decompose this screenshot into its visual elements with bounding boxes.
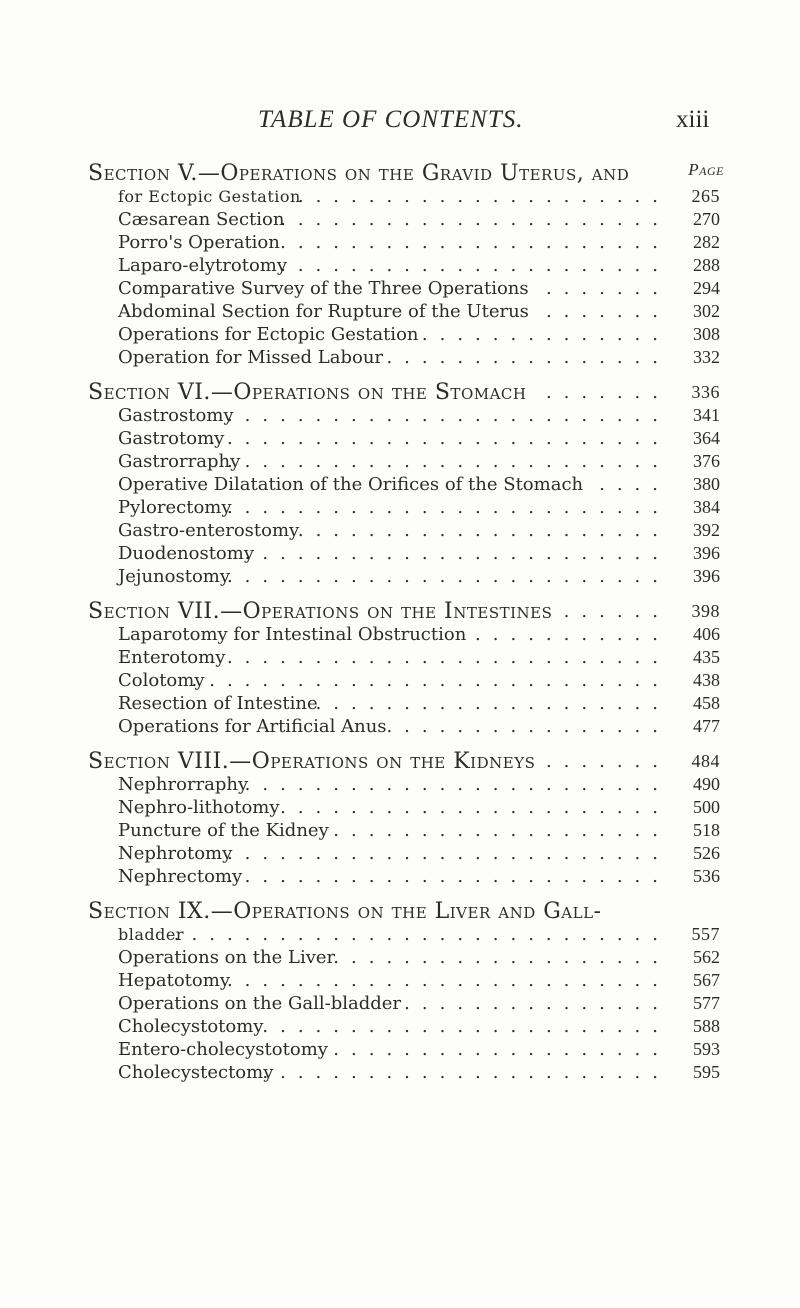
dot-leader: .......................... [209,647,670,668]
dot-leader: .................... [315,693,670,714]
page-number: 526 [693,843,720,863]
toc-section [88,600,718,738]
entry-title: Enterotomy [118,647,226,668]
dot-leader: ....... [545,751,670,772]
toc-entry [88,231,718,254]
entry-title: Colotomy [118,670,205,691]
dot-leader: ......................... [226,497,670,518]
dot-leader: ...................... [280,797,670,818]
section-title: Section VII.—Operations on the Intestines [88,599,553,624]
page-number: 396 [693,543,720,563]
entry-title: Nephrectomy [118,866,243,887]
section-heading [88,900,718,923]
dot-leader: ........................ [244,543,670,564]
dot-leader: ................... [333,1039,670,1060]
toc-entry [88,669,718,692]
section-heading [88,185,718,208]
page-number: 376 [693,451,720,471]
toc-entry [88,519,718,542]
dot-leader: ......................... [226,451,670,472]
entry-title: Cholecystectomy [118,1062,274,1083]
dot-leader: ....................... [262,1016,670,1037]
entry-title: Laparotomy for Intestinal Obstruction [118,624,467,645]
toc-entry [88,1015,718,1038]
page-number: 308 [693,324,720,344]
dot-leader: ........................... [191,670,670,691]
dot-leader: ......................... [226,566,670,587]
page-number: 500 [693,797,720,817]
dot-leader: ................ [386,347,670,368]
dot-leader: ................... [333,947,670,968]
toc-entry [88,496,718,519]
dot-leader: ...................... [280,209,670,230]
entry-title: Porro's Operation [118,232,280,253]
entry-title: Operative Dilatation of the Orifices of the Stomach [118,474,584,495]
dot-leader: ...... [563,601,670,622]
dot-leader: ........... [475,624,670,645]
toc-entry [88,692,718,715]
dot-leader: ............................ [173,924,670,945]
dot-leader: ...................... [280,232,670,253]
page-number: 458 [693,693,720,713]
dot-leader: ......................... [226,843,670,864]
dot-leader: .... [599,474,670,495]
page-number: 302 [693,301,720,321]
entry-title: Jejunostomy [118,566,231,587]
entry-title: Entero-cholecystotomy [118,1039,328,1060]
dot-leader: ......................... [226,405,670,426]
page-number: 332 [693,347,720,367]
toc-entry [88,865,718,888]
toc-entry [88,946,718,969]
section-title: Section V.—Operations on the Gravid Uterus, and [88,161,630,186]
entry-title: Operations for Ectopic Gestation [118,324,419,345]
entry-title: Pylorectomy [118,497,232,518]
entry-title: Duodenostomy [118,543,255,564]
dot-leader: ...................... [280,255,670,276]
dot-leader: ......................... [226,970,670,991]
section-title: Section VIII.—Operations on the Kidneys [88,749,536,774]
toc-entry [88,969,718,992]
section-heading [88,923,718,946]
section-title: bladder [118,925,184,944]
section-heading [88,750,718,773]
page-number: 593 [693,1039,720,1059]
entry-title: Nephrotomy [118,843,233,864]
page-number: 435 [693,647,720,667]
page-number: 490 [693,774,720,794]
entry-title: Nephro-lithotomy [118,797,280,818]
toc-entry [88,646,718,669]
page-number: 595 [693,1062,720,1082]
dot-leader: ................... [333,820,670,841]
page-number: 392 [693,520,720,540]
table-of-contents [88,160,724,1084]
toc-entry [88,473,718,496]
toc-entry [88,254,718,277]
dot-leader: ....... [545,301,670,322]
section-title: Section IX.—Operations on the Liver and Gall- [88,899,602,924]
entry-title: Puncture of the Kidney [118,820,329,841]
page-number: 577 [693,993,720,1013]
entry-title: Gastrotomy [118,428,225,449]
section-heading [88,600,718,623]
page-number: 438 [693,670,720,690]
page-number: 484 [691,751,720,771]
toc-entry [88,796,718,819]
page-number: 384 [693,497,720,517]
entry-title: Cæsarean Section [118,209,285,230]
page-folio: xiii [676,106,710,133]
entry-title: Comparative Survey of the Three Operations [118,278,529,299]
page-number: 557 [691,924,720,944]
toc-entry [88,773,718,796]
entry-title: Operation for Missed Labour [118,347,384,368]
toc-entry [88,277,718,300]
dot-leader: ................ [386,716,670,737]
page-number: 341 [693,405,720,425]
page-number: 536 [693,866,720,886]
entry-title: Laparo-elytrotomy [118,255,288,276]
entry-title: Hepatotomy [118,970,230,991]
running-title: TABLE OF CONTENTS. [258,106,524,133]
toc-entry [88,1038,718,1061]
page-number: 380 [693,474,720,494]
dot-leader: .............. [421,324,670,345]
page-number: 567 [693,970,720,990]
page-number: 518 [693,820,720,840]
entry-title: Nephrorraphy [118,774,249,795]
dot-leader: ....... [545,278,670,299]
page-number: 265 [691,186,720,206]
entry-title: Resection of Intestine [118,693,318,714]
toc-entry [88,208,718,231]
toc-entry [88,565,718,588]
page-number: 364 [693,428,720,448]
page-number: 294 [693,278,720,298]
dot-leader: ........................ [244,774,670,795]
entry-title: Operations on the Gall-bladder [118,993,402,1014]
section-heading [88,160,724,186]
toc-entry [88,300,718,323]
entry-title: Gastro-enterostomy [118,520,300,541]
toc-entry [88,323,718,346]
toc-entry [88,542,718,565]
toc-entry [88,623,718,646]
dot-leader: ............... [404,993,670,1014]
toc-entry [88,842,718,865]
dot-leader: ..................... [297,520,670,541]
page-number: 282 [693,232,720,252]
section-heading [88,381,718,404]
toc-section [88,160,724,369]
entry-title: Abdominal Section for Rupture of the Uterus [118,301,529,322]
toc-entry [88,404,718,427]
page-number: 477 [693,716,720,736]
dot-leader: ......................... [226,866,670,887]
toc-entry [88,992,718,1015]
entry-title: Gastrostomy [118,405,234,426]
page-number: 406 [693,624,720,644]
entry-title: Cholecystotomy [118,1016,264,1037]
page-number: 398 [691,601,720,621]
toc-section [88,381,718,588]
entry-title: Operations for Artificial Anus [118,716,387,737]
section-title: for Ectopic Gestation [118,187,301,206]
toc-entry [88,1061,718,1084]
page-number: 336 [691,382,720,402]
page-number: 396 [693,566,720,586]
dot-leader: ....... [545,382,670,403]
entry-title: Gastrorraphy [118,451,241,472]
toc-entry [88,427,718,450]
page-number: 270 [693,209,720,229]
page-header [0,106,800,136]
dot-leader: ....................... [262,1062,670,1083]
section-title: Section VI.—Operations on the Stomach [88,380,527,405]
dot-leader: .......................... [209,428,670,449]
toc-entry [88,346,718,369]
toc-entry [88,715,718,738]
toc-entry [88,819,718,842]
toc-section [88,750,718,888]
page-number: 588 [693,1016,720,1036]
toc-section [88,900,718,1084]
toc-entry [88,450,718,473]
page-column-label: Page [688,160,724,179]
entry-title: Operations on the Liver [118,947,336,968]
page-number: 288 [693,255,720,275]
page-number: 562 [693,947,720,967]
dot-leader: ..................... [297,186,670,207]
